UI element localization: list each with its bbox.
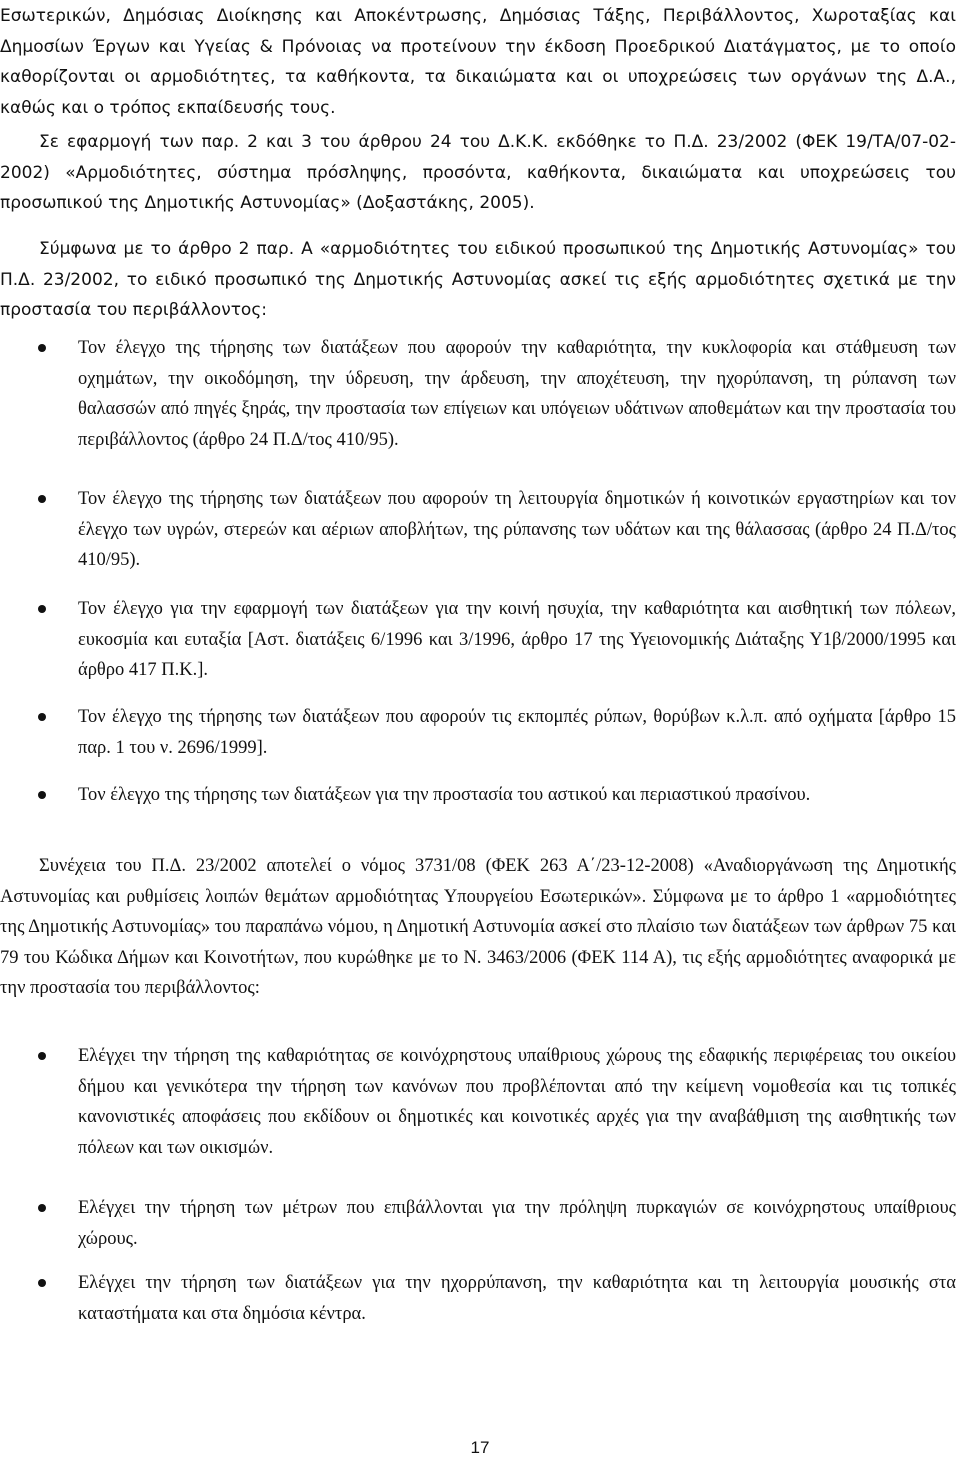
paragraph-intro: Εσωτερικών, Δημόσιας Διοίκησης και Αποκέντρωσης, Δημόσιας Τάξης, Περιβάλλοντος, Χωροταξίας και Δημοσίων Έργων και Υγείας & Πρόνοιας να προτείνουν την έκδοση Προεδρικού Διατάγματος, με το οποίο καθορίζονται οι αρμοδιότητες, τα καθήκοντα, τα δικαιώματα και οι υποχρεώσεις των οργάνων της Δ.Α., καθώς και ο τρόπος εκπαίδευσής τους. bbox=[0, 6, 956, 118]
bullet-icon bbox=[38, 1279, 46, 1287]
list-item-text: Τον έλεγχο για την εφαρμογή των διατάξεων για την κοινή ησυχία, την καθαριότητα και αισθητική των πόλεων, ευκοσμία και ευταξία [Αστ. διατάξεις 6/1996 και 3/1996, άρθρο 17 της Υγειονομικής Διάταξης Υ1β/2000/1995 και άρθρο 417 Π.Κ.]. bbox=[78, 599, 956, 680]
list-item-text: Τον έλεγχο της τήρησης των διατάξεων για την προστασία του αστικού και περιαστικού πρασίνου. bbox=[78, 785, 811, 805]
bullet-icon bbox=[38, 605, 46, 613]
bullet-icon bbox=[38, 495, 46, 503]
paragraph-pd-23-2002: Σε εφαρμογή των παρ. 2 και 3 του άρθρου 24 του Δ.Κ.Κ. εκδόθηκε το Π.Δ. 23/2002 (ΦΕΚ 19/ΤΑ/07-02-2002) «Αρμοδιότητες, σύστημα πρόσληψης, προσόντα, καθήκοντα, δικαιώματα και υποχρεώσεις του προσωπικού της Δημοτικής Αστυνομίας» (Δοξαστάκης, 2005). bbox=[0, 132, 956, 213]
bullet-icon bbox=[38, 344, 46, 352]
list-item-text: Τον έλεγχο της τήρησης των διατάξεων που αφορούν τη λειτουργία δημοτικών ή κοινοτικών εργαστηρίων και τον έλεγχο των υγρών, στερεών και αέριων αποβλήτων, της ρύπανσης των υδάτων και της θάλασσας (άρθρο 24 Π.Δ/τος 410/95). bbox=[78, 489, 956, 570]
list-item-text: Ελέγχει την τήρηση των μέτρων που επιβάλλονται για την πρόληψη πυρκαγιών σε κοινόχρηστους υπαίθριους χώρους. bbox=[78, 1198, 956, 1249]
list-item-text: Ελέγχει την τήρηση της καθαριότητας σε κοινόχρηστους υπαίθριους χώρους της εδαφικής περιφέρειας του οικείου δήμου και γενικότερα την τήρηση των κανόνων που προβλέπονται από την κείμενη νομοθεσία και τις τοπικές κανονιστικές αποφάσεις που εκδίδουν οι δημοτικές και κοινοτικές αρχές για την αναβάθμιση της αισθητικής των πόλεων και των οικισμών. bbox=[78, 1046, 956, 1158]
bullet-icon bbox=[38, 1052, 46, 1060]
bullet-icon bbox=[38, 713, 46, 721]
list-item-text: Ελέγχει την τήρηση των διατάξεων για την ηχορρύπανση, την καθαριότητα και τη λειτουργία μουσικής στα καταστήματα και στα δημόσια κέντρα. bbox=[78, 1273, 956, 1324]
page-number: 17 bbox=[470, 1438, 490, 1457]
bullet-icon bbox=[38, 791, 46, 799]
list-item-text: Τον έλεγχο της τήρησης των διατάξεων που αφορούν τις εκπομπές ρύπων, θορύβων κ.λ.π. από οχήματα [άρθρο 15 παρ. 1 του ν. 2696/1999]. bbox=[78, 707, 956, 758]
paragraph-law-3731-08: Συνέχεια του Π.Δ. 23/2002 αποτελεί ο νόμος 3731/08 (ΦΕΚ 263 Α΄/23-12-2008) «Αναδιοργάνωση της Δημοτικής Αστυνομίας και ρυθμίσεις λοιπών θεμάτων αρμοδιότητας Υπουργείου Εσωτερικών». Σύμφωνα με το άρθρο 1 «αρμοδιότητες της Δημοτικής Αστυνομίας» του παραπάνω νόμου, η Δημοτική Αστυνομία ασκεί στο πλαίσιο των διατάξεων των άρθρων 75 και 79 του Κώδικα Δήμων και Κοινοτήτων, που κυρώθηκε με το Ν. 3463/2006 (ΦΕΚ 114 Α), τις εξής αρμοδιότητες αναφορικά με την προστασία του περιβάλλοντος: bbox=[0, 856, 956, 998]
paragraph-article-2: Σύμφωνα με το άρθρο 2 παρ. Α «αρμοδιότητες του ειδικού προσωπικού της Δημοτικής Αστυνομίας» του Π.Δ. 23/2002, το ειδικό προσωπικό της Δημοτικής Αστυνομίας ασκεί τις εξής αρμοδιότητες σχετικά με την προστασία του περιβάλλοντος: bbox=[0, 239, 956, 320]
bullet-icon bbox=[38, 1204, 46, 1212]
list-item-text: Τον έλεγχο της τήρησης των διατάξεων που αφορούν την καθαριότητα, την κυκλοφορία και στάθμευση των οχημάτων, την οικοδόμηση, την ύδρευση, την άρδευση, την αποχέτευση, την ηχορύπανση, τη ρύπανση των θαλασσών από πηγές ξηράς, την προστασία των επίγειων και υπόγειων υδάτινων αποθεμάτων και την προστασία του περιβάλλοντος (άρθρο 24 Π.Δ/τος 410/95). bbox=[78, 338, 956, 450]
